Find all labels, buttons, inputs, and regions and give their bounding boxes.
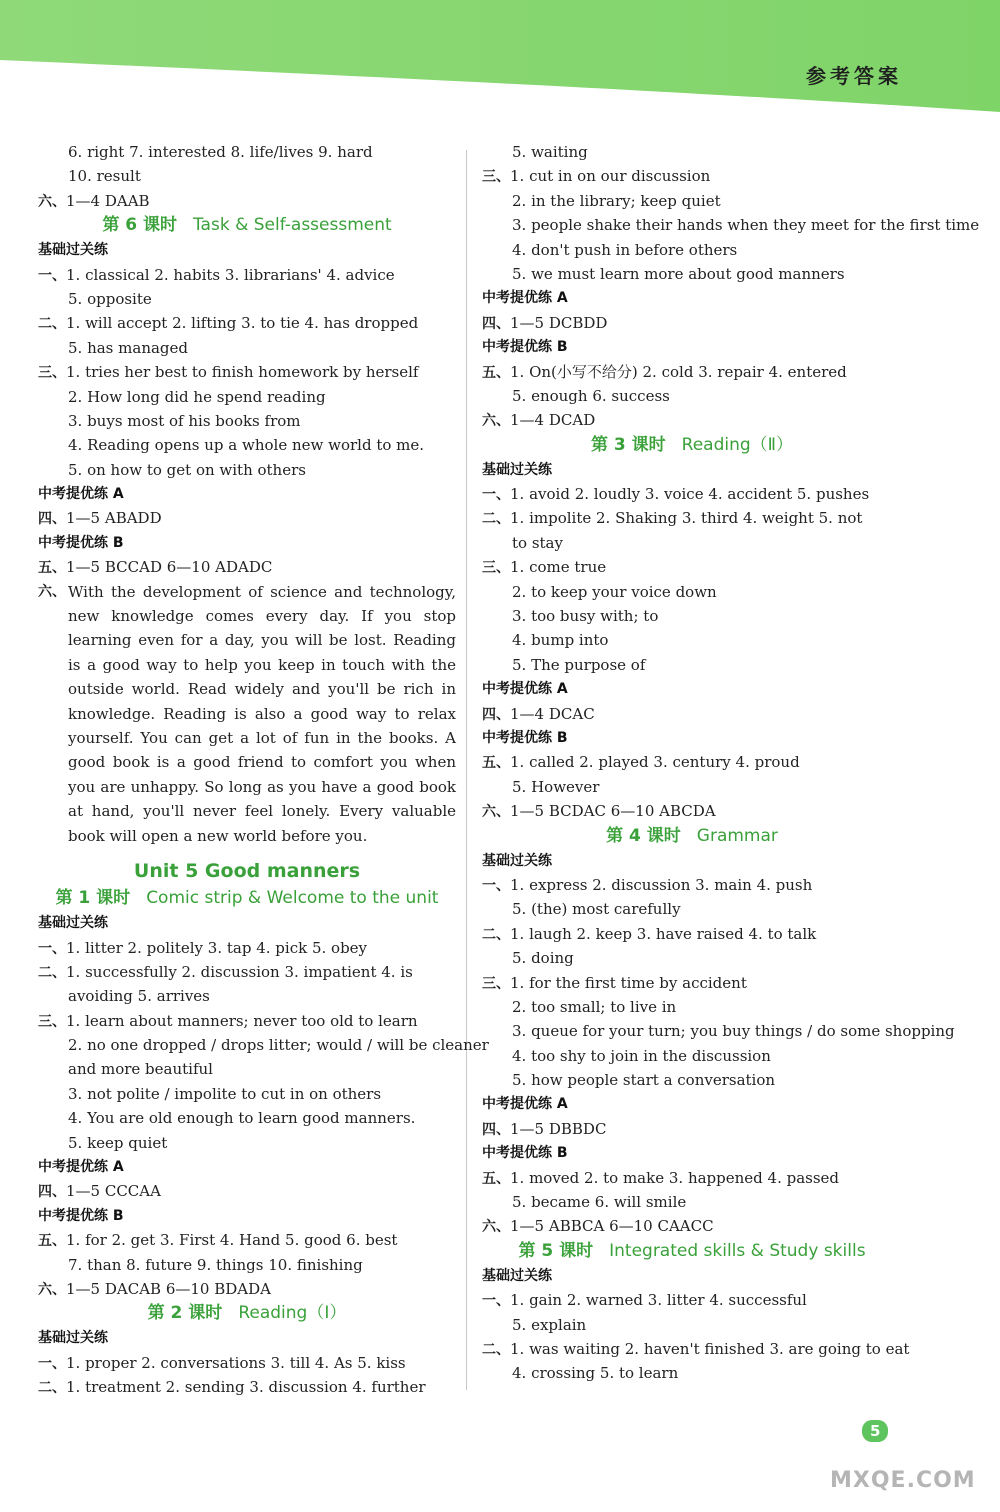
answer-line: [482, 408, 902, 432]
answer-line: [482, 799, 902, 823]
answer-line: [38, 336, 456, 360]
answer-line: [482, 1166, 902, 1190]
section-label: 二、: [482, 511, 510, 528]
section-label: 六、: [38, 193, 66, 210]
answer-line: [38, 506, 456, 530]
answer-line: [482, 311, 902, 335]
answer-line: [482, 1019, 955, 1043]
answer-line: [38, 1131, 456, 1155]
section-heading: 中考提优练 B: [482, 1145, 568, 1162]
answer-text: 1—5 CCCAA: [66, 1182, 161, 1201]
section-heading: 中考提优练 A: [38, 1159, 124, 1176]
answer-line: [482, 1288, 902, 1312]
section-label: 四、: [482, 706, 510, 723]
answer-line: [38, 409, 456, 433]
answer-text: 5. (the) most carefully: [512, 900, 681, 919]
lesson-title: Reading（Ⅱ）: [681, 434, 794, 455]
column-divider: [466, 150, 467, 1390]
section-heading: 中考提优练 B: [38, 1207, 124, 1224]
answer-text: 2. to keep your voice down: [512, 582, 717, 601]
page-number: 5: [862, 1420, 888, 1442]
answer-line: [482, 702, 902, 726]
answer-line: [38, 263, 456, 287]
answer-text: 1. for 2. get 3. First 4. Hand 5. good 6. best: [66, 1231, 398, 1250]
answer-text: 1—5 BCCAD 6—10 ADADC: [66, 558, 273, 577]
section-label: 四、: [482, 1121, 510, 1138]
writing-paragraph: [38, 580, 456, 848]
answer-text: 5. opposite: [68, 289, 152, 308]
answer-text: 5. However: [512, 777, 600, 796]
section-label: 一、: [38, 267, 66, 284]
lesson-heading: [482, 433, 902, 458]
answer-text: avoiding 5. arrives: [68, 987, 210, 1006]
answer-text: 1. tries her best to finish homework by herself: [66, 363, 419, 382]
section-heading: 基础过关练: [482, 852, 552, 869]
answer-line: [38, 1106, 456, 1130]
answer-line: [38, 1179, 456, 1203]
answer-line: [38, 311, 456, 335]
answer-text: 1. impolite 2. Shaking 3. third 4. weight 5. not: [510, 509, 863, 528]
answer-text: 5. how people start a conversation: [512, 1071, 776, 1090]
answer-text: 3. people shake their hands when they meet for the first time: [512, 216, 980, 235]
answer-text: and more beautiful: [68, 1060, 213, 1079]
answer-line: [482, 164, 902, 188]
section-label: 一、: [38, 1355, 66, 1372]
answer-line: [38, 287, 456, 311]
answer-line: [38, 1082, 456, 1106]
section-label: 五、: [482, 364, 510, 381]
answer-text: to stay: [512, 533, 563, 552]
answer-text: 5. doing: [512, 949, 574, 968]
answer-text: 3. not polite / impolite to cut in on others: [68, 1084, 382, 1103]
answer-line: [38, 984, 456, 1008]
answer-line: [482, 213, 980, 237]
lesson-title: Comic strip & Welcome to the unit: [146, 888, 439, 909]
section-heading: 基础过关练: [38, 242, 108, 259]
lesson-heading: [38, 1301, 456, 1326]
answer-text: 1—5 ABBCA 6—10 CAACC: [510, 1217, 714, 1236]
lesson-number: 第 3 课时: [590, 434, 666, 455]
answer-line: [38, 960, 456, 984]
answer-text: 5. waiting: [512, 143, 588, 161]
section-heading: 中考提优练 A: [482, 681, 568, 698]
answer-line: [482, 1044, 902, 1068]
answer-text: 1. successfully 2. discussion 3. impatient 4. is: [66, 962, 413, 981]
answer-text: 1. express 2. discussion 3. main 4. push: [510, 875, 813, 894]
section-heading: 基础过关练: [482, 461, 552, 478]
answer-text: 2. too small; to live in: [512, 997, 677, 1016]
watermark-logo: MXQE.COM: [830, 1468, 976, 1493]
answer-text: 2. How long did he spend reading: [68, 387, 326, 406]
section-label: 二、: [482, 1341, 510, 1358]
answer-text: 1—5 BCDAC 6—10 ABCDA: [510, 802, 716, 821]
section-label: 一、: [482, 487, 510, 504]
answer-line: [482, 1214, 902, 1238]
lesson-title: Task & Self-assessment: [192, 215, 392, 236]
answer-text: 2. in the library; keep quiet: [512, 191, 721, 210]
answer-line: [38, 1228, 456, 1252]
answer-text: 5. we must learn more about good manners: [512, 264, 845, 283]
answer-line: [482, 580, 902, 604]
answer-line: [38, 1253, 456, 1277]
answer-line: [482, 653, 902, 677]
section-heading: 中考提优练 A: [482, 290, 568, 307]
answer-line: [482, 238, 902, 262]
answer-line: [482, 506, 902, 530]
answer-text: 6. right 7. interested 8. life/lives 9. hard: [68, 143, 373, 161]
answer-line: [38, 1375, 456, 1399]
answer-line: [482, 262, 902, 286]
answer-line: [482, 946, 902, 970]
answer-line: [482, 750, 902, 774]
answer-line: [482, 1190, 902, 1214]
answer-text: 3. queue for your turn; you buy things / do some shopping: [512, 1022, 955, 1041]
lesson-number: 第 2 课时: [147, 1303, 223, 1324]
section-label: 二、: [38, 316, 66, 333]
answer-line: [38, 140, 456, 164]
section-heading: 基础过关练: [38, 915, 108, 932]
header-title: 参考答案: [806, 64, 902, 88]
answer-line: [482, 531, 902, 555]
answer-line: [482, 628, 902, 652]
answer-text: 4. bump into: [512, 631, 609, 650]
section-label: 六、: [482, 804, 510, 821]
answer-text: 10. result: [68, 167, 141, 186]
answer-line: [38, 555, 456, 579]
section-label: 四、: [482, 315, 510, 332]
answer-text: 1. come true: [510, 558, 607, 577]
answer-text: 1. laugh 2. keep 3. have raised 4. to talk: [510, 924, 817, 943]
answer-line: [38, 164, 456, 188]
section-label: 五、: [482, 755, 510, 772]
answer-text: 1. On(小写不给分) 2. cold 3. repair 4. entered: [510, 362, 847, 381]
answer-text: 1. was waiting 2. haven't finished 3. are going to eat: [510, 1339, 910, 1358]
section-heading: 中考提优练 A: [38, 486, 124, 503]
section-label: 二、: [38, 1380, 66, 1397]
answer-text: 4. You are old enough to learn good manners.: [68, 1109, 416, 1128]
answer-text: 7. than 8. future 9. things 10. finishing: [68, 1255, 363, 1274]
section-label: 四、: [38, 1184, 66, 1201]
answer-line: [482, 1068, 902, 1092]
answer-text: 1. avoid 2. loudly 3. voice 4. accident 5. pushes: [510, 485, 870, 504]
answer-line: [482, 140, 902, 164]
answer-line: [482, 922, 902, 946]
answer-text: 1—4 DCAC: [510, 704, 595, 723]
answer-line: [38, 1033, 489, 1057]
answer-line: [482, 1117, 902, 1141]
answer-text: 1—4 DCAD: [510, 411, 596, 430]
section-label: 二、: [38, 964, 66, 981]
answer-line: [38, 189, 456, 213]
left-column: [38, 140, 489, 1400]
answer-text: 4. don't push in before others: [512, 240, 738, 259]
header-banner: [0, 0, 1000, 112]
answer-text: 5. on how to get on with others: [68, 460, 306, 479]
section-label: 一、: [482, 1293, 510, 1310]
answer-line: [482, 1313, 902, 1337]
section-label: 五、: [38, 1233, 66, 1250]
section-label: 五、: [482, 1170, 510, 1187]
answer-line: [482, 775, 902, 799]
section-label: 六、: [38, 583, 66, 600]
section-label: 一、: [38, 940, 66, 957]
section-label: 四、: [38, 511, 66, 528]
section-label: 六、: [482, 1219, 510, 1236]
answer-line: [38, 458, 456, 482]
section-heading: 中考提优练 B: [38, 534, 124, 551]
section-label: 六、: [482, 413, 510, 430]
answer-line: [482, 604, 902, 628]
answer-text: 5. keep quiet: [68, 1133, 168, 1152]
answer-text: 1. treatment 2. sending 3. discussion 4. further: [66, 1378, 426, 1397]
lesson-number: 第 6 课时: [102, 215, 177, 236]
answer-line: [38, 1057, 456, 1081]
answer-text: 5. has managed: [68, 338, 188, 357]
lesson-number: 第 1 课时: [55, 888, 131, 909]
right-column: [482, 140, 980, 1386]
answer-text: 5. became 6. will smile: [512, 1193, 687, 1212]
answer-line: [482, 1337, 910, 1361]
section-label: 五、: [38, 560, 66, 577]
answer-text: 5. The purpose of: [512, 655, 646, 674]
answer-line: [38, 385, 456, 409]
lesson-heading: [482, 1239, 902, 1264]
answer-line: [482, 360, 902, 384]
answer-line: [482, 1361, 902, 1385]
unit-title: Unit 5 Good manners: [133, 860, 361, 883]
answer-text: 4. Reading opens up a whole new world to me.: [68, 436, 425, 455]
answer-text: 4. crossing 5. to learn: [512, 1364, 679, 1383]
answer-line: [38, 936, 456, 960]
answer-line: [482, 971, 902, 995]
answer-text: 1. called 2. played 3. century 4. proud: [510, 753, 800, 772]
answer-text: 1. proper 2. conversations 3. till 4. As 5. kiss: [66, 1353, 406, 1372]
answer-text: 1. cut in on our discussion: [510, 167, 711, 186]
answer-line: [482, 555, 902, 579]
answer-line: [482, 995, 902, 1019]
answer-text: 5. enough 6. success: [512, 386, 670, 405]
answer-text: 1. moved 2. to make 3. happened 4. passed: [510, 1168, 840, 1187]
section-label: 一、: [482, 877, 510, 894]
answer-line: [482, 897, 902, 921]
section-label: 三、: [482, 169, 510, 186]
section-label: 六、: [38, 1281, 66, 1298]
answer-text: 2. no one dropped / drops litter; would / will be cleaner: [68, 1036, 489, 1055]
section-heading: 基础过关练: [482, 1267, 552, 1284]
section-label: 三、: [482, 560, 510, 577]
answer-text: 1—4 DAAB: [66, 191, 150, 210]
answer-text: 1—5 ABADD: [66, 509, 162, 528]
answer-text: 1—5 DACAB 6—10 BDADA: [66, 1279, 271, 1298]
answer-line: [38, 360, 456, 384]
answer-text: 3. buys most of his books from: [68, 411, 301, 430]
lesson-heading: [38, 886, 456, 911]
answer-text: 1. will accept 2. lifting 3. to tie 4. has dropped: [66, 314, 419, 333]
section-label: 三、: [38, 365, 66, 382]
paragraph-text: With the development of science and technology, new knowledge comes every day. If you stop learning even for a day, you will be lost. Reading is a good way to help you keep in touch with the outside world. Read widely and you'll be rich in knowledge. Reading is also a good way to relax yourself. You can get a lot of fun in the books. A good book is a good friend to comfort you when you are unhappy. So long as you have a good book at hand, you'll never feel lonely. Every valuable book will open a new world before you.: [68, 582, 456, 845]
lesson-number: 第 4 课时: [606, 825, 681, 846]
answer-text: 5. explain: [512, 1315, 587, 1334]
answer-text: 3. too busy with; to: [512, 607, 659, 626]
section-label: 三、: [482, 975, 510, 992]
answer-line: [38, 1277, 456, 1301]
answer-text: 1. for the first time by accident: [510, 973, 747, 992]
lesson-title: Integrated skills & Study skills: [609, 1240, 866, 1261]
answer-line: [482, 482, 902, 506]
answer-text: 1. classical 2. habits 3. librarians' 4. advice: [66, 265, 395, 284]
section-heading: 中考提优练 B: [482, 339, 568, 356]
answer-line: [38, 433, 456, 457]
answer-text: 1—5 DBBDC: [510, 1119, 607, 1138]
lesson-title: Grammar: [696, 825, 778, 846]
answer-text: 1. gain 2. warned 3. litter 4. successful: [510, 1291, 807, 1310]
section-heading: 中考提优练 A: [482, 1096, 568, 1113]
section-label: 二、: [482, 926, 510, 943]
answer-line: [38, 1351, 456, 1375]
lesson-title: Reading（Ⅰ）: [238, 1303, 347, 1324]
answer-line: [482, 384, 902, 408]
answer-line: [482, 873, 902, 897]
section-heading: 基础过关练: [38, 1330, 108, 1347]
lesson-number: 第 5 课时: [518, 1240, 594, 1261]
answer-text: 1—5 DCBDD: [510, 313, 608, 332]
answer-line: [38, 1009, 456, 1033]
answer-text: 1. litter 2. politely 3. tap 4. pick 5. obey: [66, 938, 368, 957]
answer-text: 4. too shy to join in the discussion: [512, 1046, 771, 1065]
answer-text: 1. learn about manners; never too old to learn: [66, 1011, 418, 1030]
answer-line: [482, 189, 902, 213]
section-label: 三、: [38, 1013, 66, 1030]
lesson-heading: [482, 824, 902, 849]
lesson-heading: [38, 213, 456, 238]
section-heading: 中考提优练 B: [482, 729, 568, 746]
